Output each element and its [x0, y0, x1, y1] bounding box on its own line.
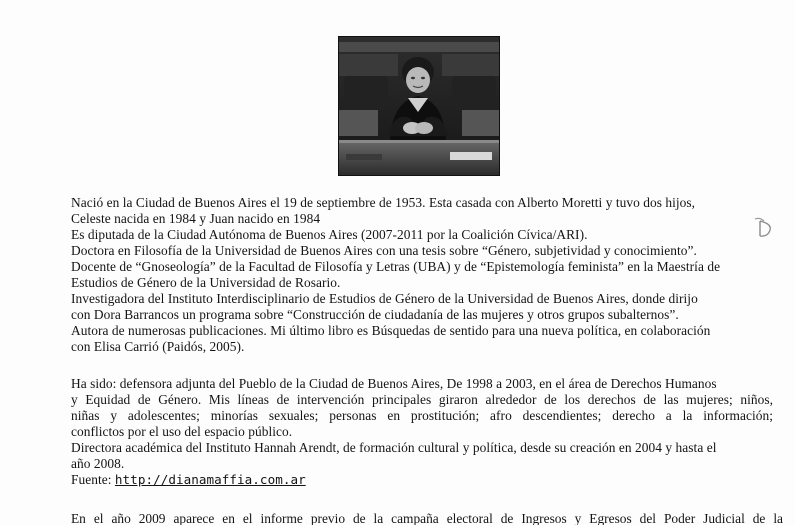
career-line: Ha sido: defensora adjunta del Pueblo de la Ciudad de Buenos Aires, De 1998 a 2003, en el área de Derechos Humanos [71, 376, 717, 391]
source-label: Fuente: [71, 472, 112, 487]
bio-line: Docente de “Gnoseología” de la Facultad de Filosofía y Letras (UBA) y de “Epistemología feminista” en la Maestría de [71, 259, 721, 274]
bio-line: Estudios de Género de la Universidad de Rosario. [71, 275, 341, 290]
bio-line: Doctora en Filosofía de la Universidad de Buenos Aires con una tesis sobre “Género, subjetividad y conocimiento”. [71, 243, 697, 258]
bio-line: Celeste nacida en 1984 y Juan nacido en 1984 [71, 211, 321, 226]
biography-block [71, 195, 781, 355]
portrait-photo-graphic [338, 36, 500, 176]
bio-line: Autora de numerosas publicaciones. Mi último libro es Búsquedas de sentido para una nueva política, en colaboración [71, 323, 711, 338]
career-line: Directora académica del Instituto Hannah Arendt, de formación cultural y política, desde su creación en 2004 y hasta el [71, 440, 717, 455]
career-line: conflictos por el uso del espacio público. [71, 424, 293, 439]
bio-line: Investigadora del Instituto Interdisciplinario de Estudios de Género de la Universidad de Buenos Aires, donde dirijo [71, 291, 698, 306]
bio-line: Nació en la Ciudad de Buenos Aires el 19 de septiembre de 1953. Esta casada con Alberto Moretti y tuvo dos hijos, [71, 195, 696, 210]
margin-mark-icon [752, 216, 774, 240]
career-block [71, 376, 781, 488]
bio-line: con Dora Barrancos un programa sobre “Construcción de ciudadanía de las mujeres y otros grupos subalternos”. [71, 307, 679, 322]
source-line [71, 472, 781, 488]
career-line: y Equidad de Género. Mis líneas de intervención principales giraron alrededor de los derechos de las mujeres; niños, [71, 392, 773, 407]
source-link[interactable]: http://dianamaffia.com.ar [114, 472, 306, 487]
portrait-photo [338, 36, 500, 176]
cut-off-paragraph: En el año 2009 aparece en el informe previo de la campaña electoral de Ingresos y Egresos del Poder Judicial de la [71, 511, 783, 525]
career-line: niñas y adolescentes; minorías sexuales; personas en prostitución; afro descendientes; derecho a la información; [71, 408, 773, 423]
career-line: año 2008. [71, 456, 125, 471]
bio-line: Es diputada de la Ciudad Autónoma de Buenos Aires (2007-2011 por la Coalición Cívica/ARI). [71, 227, 588, 242]
bio-line: con Elisa Carrió (Paidós, 2005). [71, 339, 245, 354]
handwritten-margin-mark [752, 216, 774, 240]
